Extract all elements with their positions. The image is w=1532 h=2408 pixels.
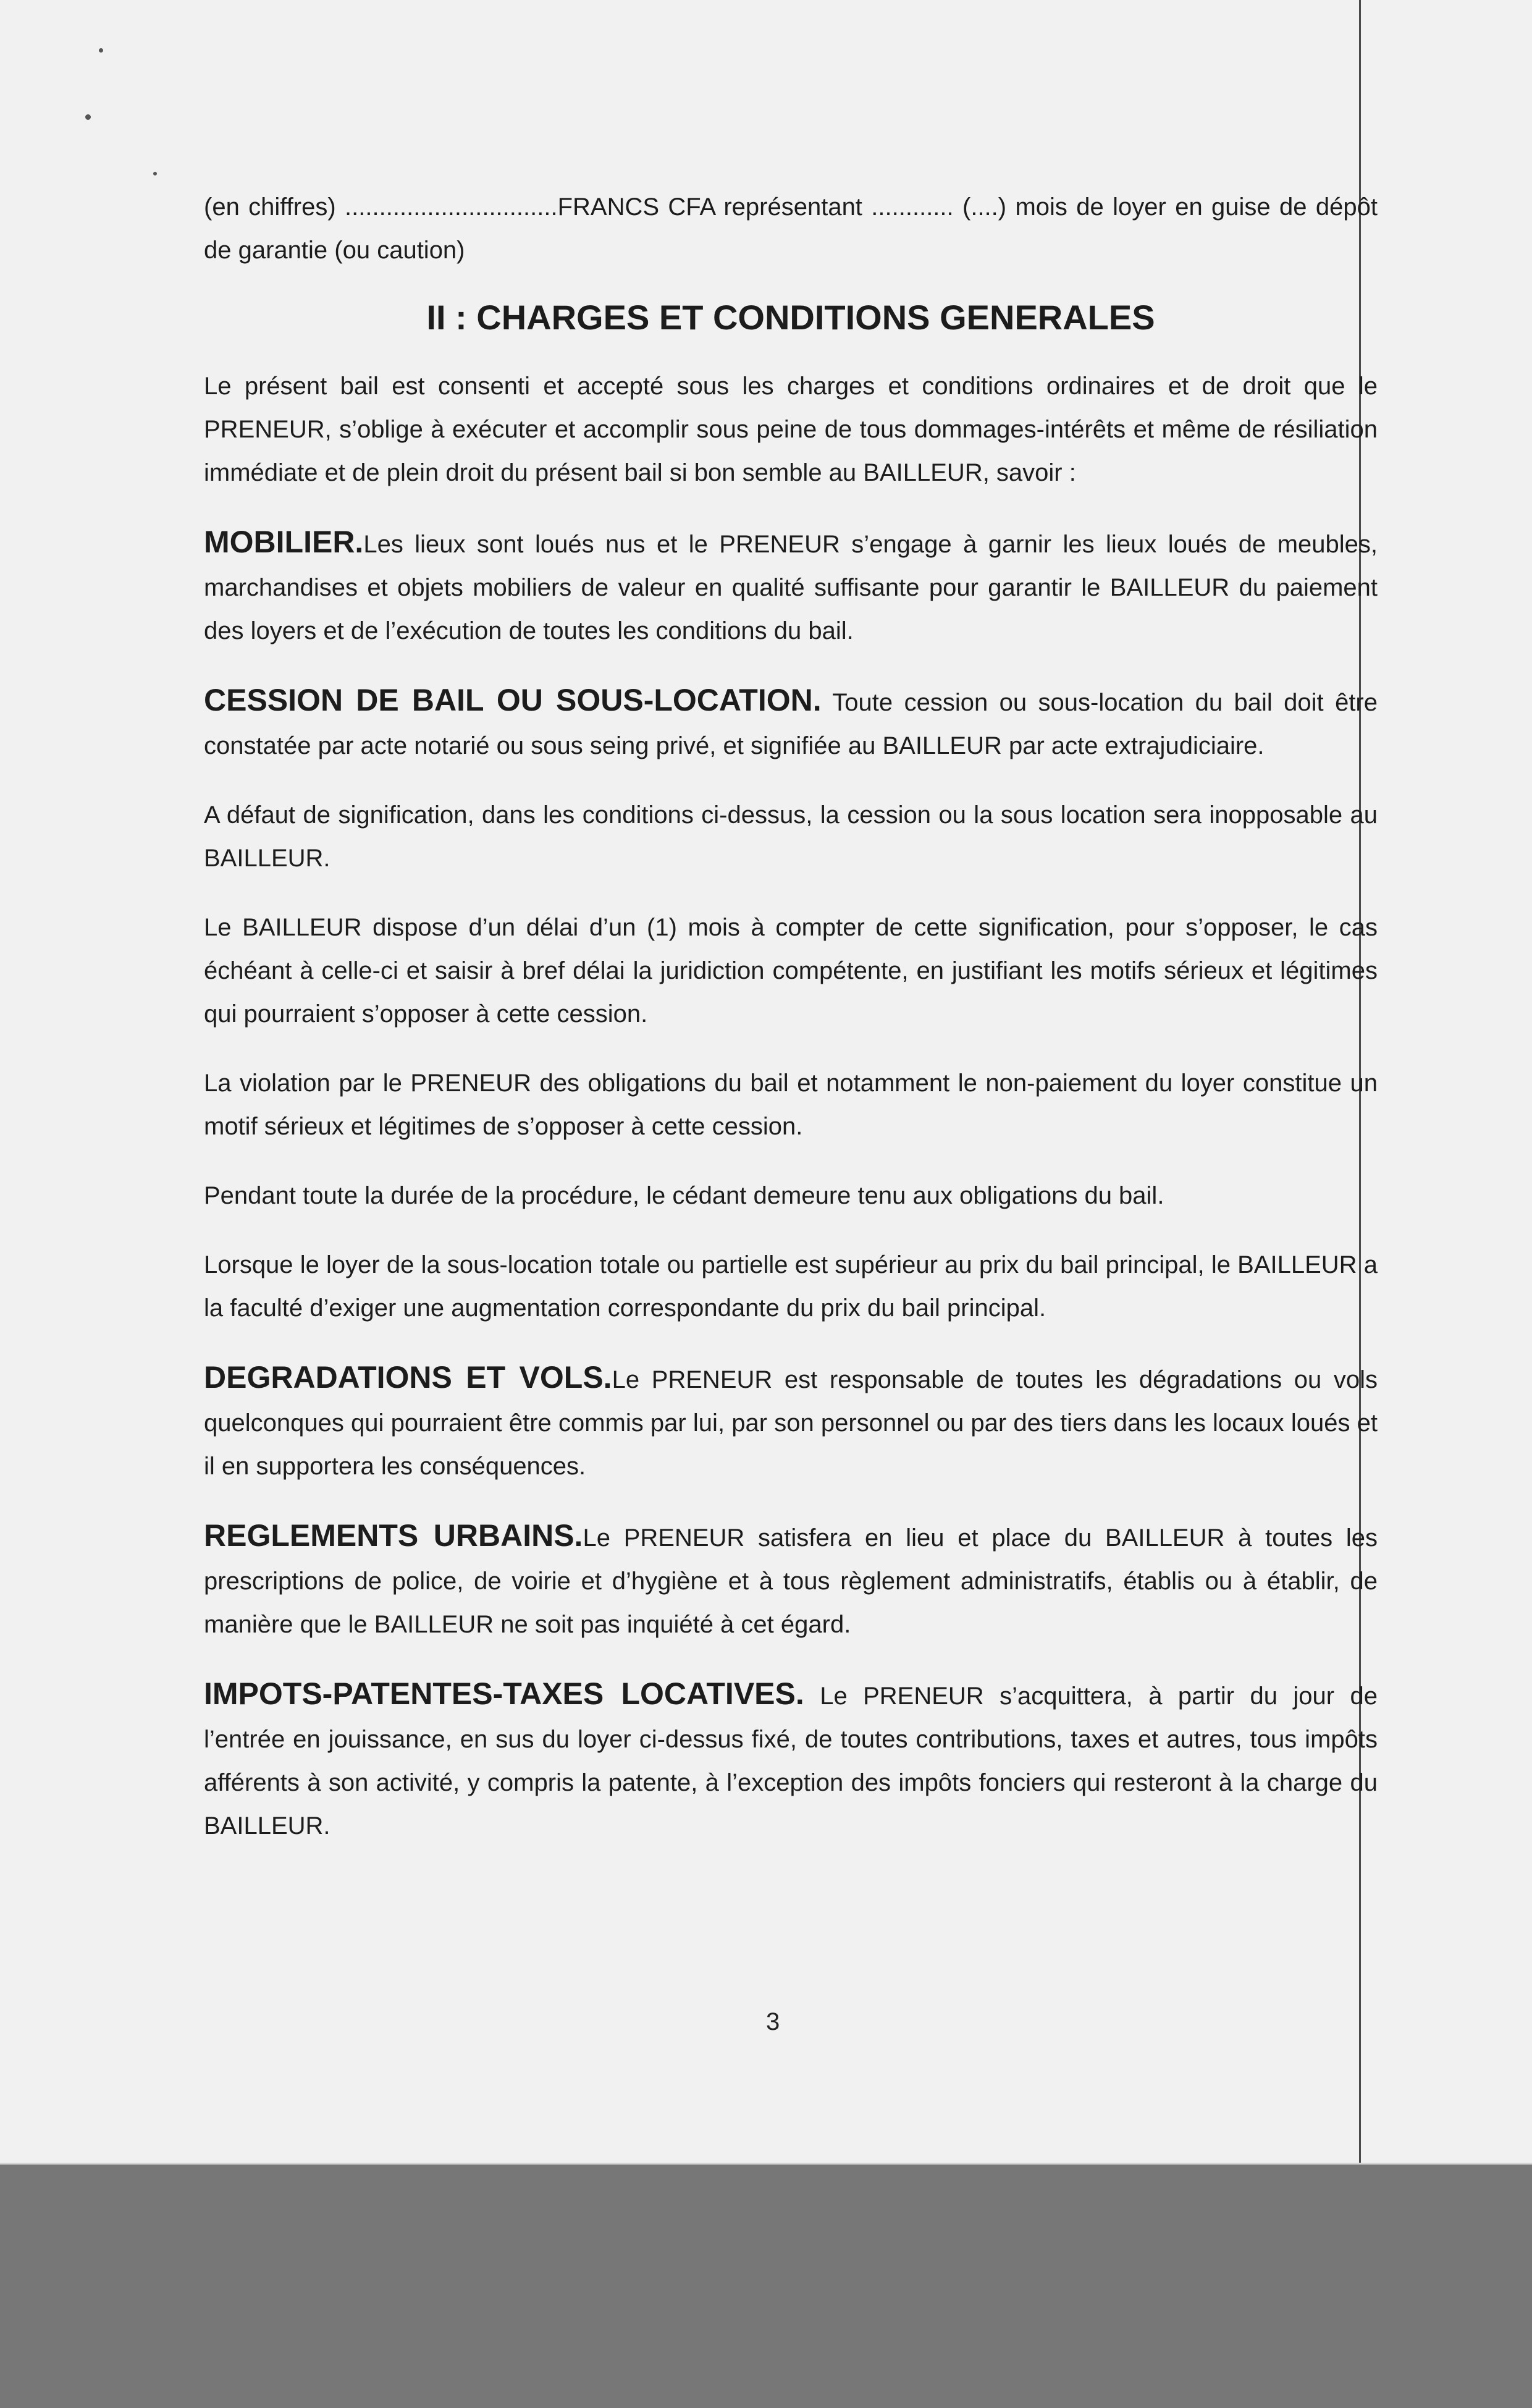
impots-text: Le PRENEUR s’acquittera, à partir du jour de l’entrée en jouissance, en sus du loyer ci-dessus fixé, de toutes contributions, taxes et autres, tous impôts afférents à son activité, y compris la patente, à l’exception des impôts fonciers qui resteront à la charge du BAILLEUR. (204, 1683, 1378, 1840)
reglements-text: Le PRENEUR satisfera en lieu et place du BAILLEUR à toutes les prescriptions de police, de voirie et d’hygiène et à tous règlement administratifs, établis ou à établir, de manière que le BAILLEUR ne soit pas inquiété à cet égard. (204, 1524, 1378, 1638)
reglements-paragraph (204, 1514, 1378, 1646)
cession-paragraph (204, 678, 1378, 767)
section-title: II : CHARGES ET CONDITIONS GENERALES (426, 298, 1155, 337)
scan-speck (153, 172, 157, 175)
cession-text: Toute cession ou sous-location du bail doit être constatée par acte notarié ou sous seing privé, et signifiée au BAILLEUR par acte extrajudiciaire. (204, 689, 1378, 759)
degradations-heading: DEGRADATIONS ET VOLS. (204, 1360, 612, 1395)
mobilier-text: Les lieux sont loués nus et le PRENEUR s’engage à garnir les lieux loués de meubles, marchandises et objets mobiliers de valeur en qualité suffisante pour garantir le BAILLEUR du paiement des loyers et de l’exécution de toutes les conditions du bail. (204, 531, 1378, 644)
reglements-heading: REGLEMENTS URBAINS. (204, 1518, 583, 1553)
signification-paragraph: A défaut de signification, dans les conditions ci-dessus, la cession ou la sous location sera inopposable au BAILLEUR. (204, 801, 1378, 872)
deposit-paragraph: (en chiffres) ...............................FRANCS CFA représentant ............ (....) mois de loyer en guise de dépôt de garantie (ou caution) (204, 193, 1378, 264)
scan-speck (85, 114, 91, 120)
page-number: 3 (766, 2008, 780, 2035)
mobilier-heading: MOBILIER. (204, 525, 364, 559)
sous-location-paragraph: Lorsque le loyer de la sous-location totale ou partielle est supérieur au prix du bail principal, le BAILLEUR a la faculté d’exiger une augmentation correspondante du prix du bail principal. (204, 1251, 1378, 1322)
general-conditions-paragraph: Le présent bail est consenti et accepté sous les charges et conditions ordinaires et de droit que le PRENEUR, s’oblige à exécuter et accomplir sous peine de tous dommages-intérêts et même de résiliation immédiate et de plein droit du présent bail si bon semble au BAILLEUR, savoir : (204, 373, 1378, 486)
mobilier-paragraph (204, 520, 1378, 653)
degradations-paragraph (204, 1356, 1378, 1488)
degradations-text: Le PRENEUR est responsable de toutes les dégradations ou vols quelconques qui pourraient être commis par lui, par son personnel ou par des tiers dans les locaux loués et il en supportera les conséquences. (204, 1366, 1378, 1480)
delai-paragraph: Le BAILLEUR dispose d’un délai d’un (1) mois à compter de cette signification, pour s’opposer, le cas échéant à celle-ci et saisir à bref délai la juridiction compétente, en justifiant les motifs sérieux et légitimes qui pourraient s’opposer à cette cession. (204, 914, 1378, 1028)
document-body (204, 185, 1378, 1874)
impots-paragraph (204, 1672, 1378, 1848)
procedure-paragraph: Pendant toute la durée de la procédure, le cédant demeure tenu aux obligations du bail. (204, 1182, 1164, 1209)
violation-paragraph: La violation par le PRENEUR des obligations du bail et notamment le non-paiement du loyer constitue un motif sérieux et légitimes de s’opposer à cette cession. (204, 1070, 1378, 1140)
scan-speck (99, 48, 103, 53)
impots-heading: IMPOTS-PATENTES-TAXES LOCATIVES. (204, 1676, 804, 1711)
cession-heading: CESSION DE BAIL OU SOUS-LOCATION. (204, 683, 822, 717)
